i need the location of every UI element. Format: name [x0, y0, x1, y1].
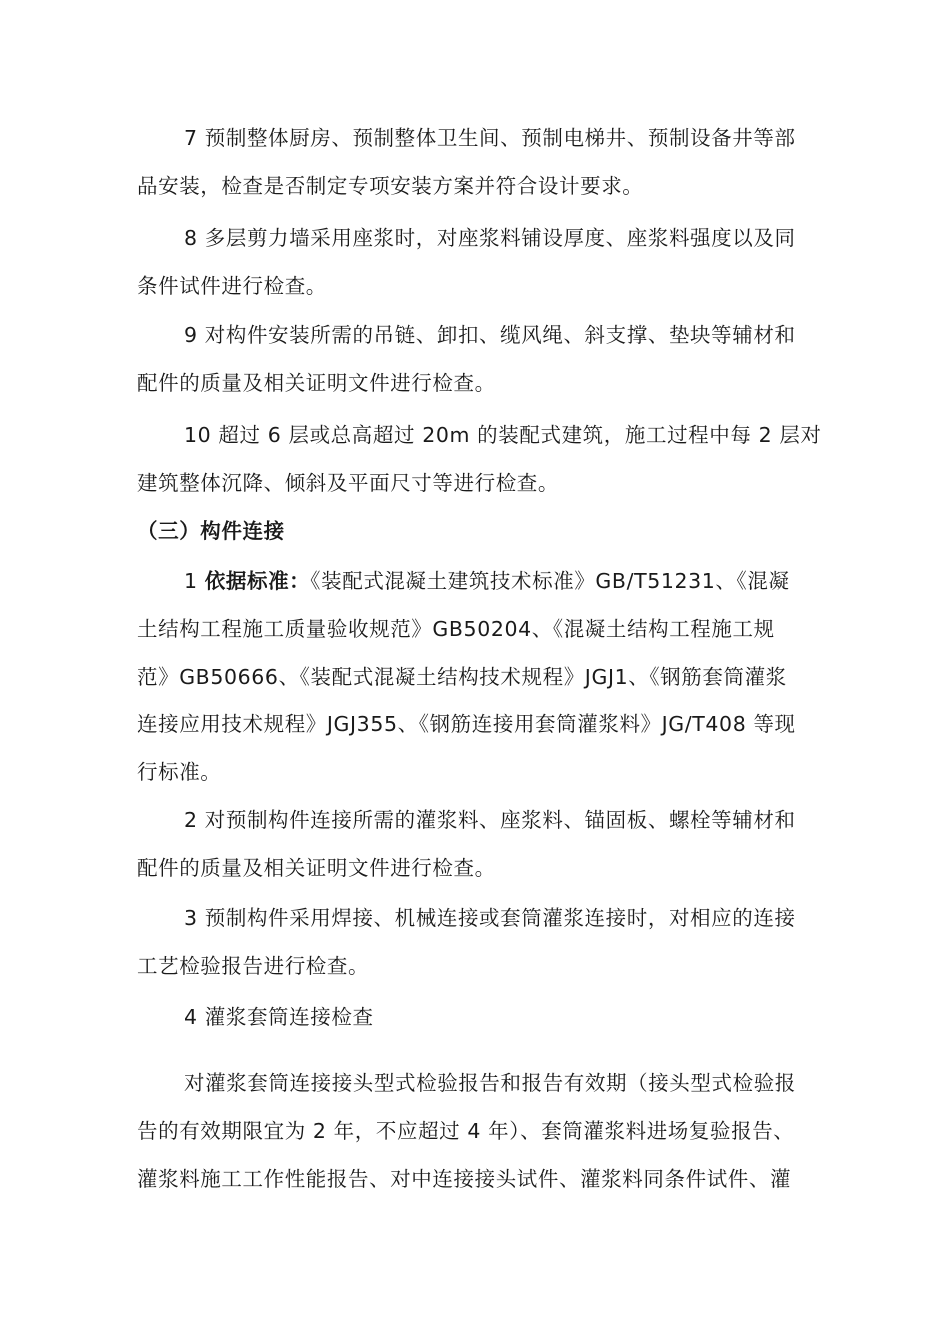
standards-line-1 — [184, 566, 790, 596]
standards-line-4: 连接应用技术规程》JGJ355、《钢筋连接用套筒灌浆料》JG/T408 等现 — [137, 712, 796, 736]
grout-paragraph-line-3: 灌浆料施工工作性能报告、对中连接接头试件、灌浆料同条件试件、灌 — [137, 1167, 792, 1191]
grout-paragraph-line-2: 告的有效期限宜为 2 年，不应超过 4 年）、套筒灌浆料进场复验报告、 — [137, 1119, 795, 1143]
section-heading: （三）构件连接 — [137, 519, 285, 543]
item-9-line-2: 配件的质量及相关证明文件进行检查。 — [137, 371, 496, 395]
standards-label: 依据标准： — [204, 569, 311, 593]
standards-line-5: 行标准。 — [137, 760, 222, 784]
item-10-line-2: 建筑整体沉降、倾斜及平面尺寸等进行检查。 — [137, 471, 559, 495]
standards-text-1: 《装配式混凝土建筑技术标准》GB/T51231、《混凝 — [310, 569, 790, 593]
conn-item-2-line-2: 配件的质量及相关证明文件进行检查。 — [137, 856, 496, 880]
item-7-line-2: 品安装，检查是否制定专项安装方案并符合设计要求。 — [137, 174, 644, 198]
item-8-line-1: 8 多层剪力墙采用座浆时，对座浆料铺设厚度、座浆料强度以及同 — [184, 226, 796, 250]
conn-item-4-line-1: 4 灌浆套筒连接检查 — [184, 1005, 374, 1029]
item-8-line-2: 条件试件进行检查。 — [137, 274, 327, 298]
standards-line-3: 范》GB50666、《装配式混凝土结构技术规程》JGJ1、《钢筋套筒灌浆 — [137, 665, 787, 689]
item-7-line-1: 7 预制整体厨房、预制整体卫生间、预制电梯井、预制设备井等部 — [184, 126, 796, 150]
standards-line-2: 土结构工程施工质量验收规范》GB50204、《混凝土结构工程施工规 — [137, 617, 775, 641]
standards-number: 1 — [184, 569, 205, 593]
conn-item-3-line-1: 3 预制构件采用焊接、机械连接或套筒灌浆连接时，对相应的连接 — [184, 906, 796, 930]
grout-paragraph-line-1: 对灌浆套筒连接接头型式检验报告和报告有效期（接头型式检验报 — [184, 1071, 796, 1095]
conn-item-2-line-1: 2 对预制构件连接所需的灌浆料、座浆料、锚固板、螺栓等辅材和 — [184, 808, 796, 832]
conn-item-3-line-2: 工艺检验报告进行检查。 — [137, 954, 370, 978]
item-9-line-1: 9 对构件安装所需的吊链、卸扣、缆风绳、斜支撑、垫块等辅材和 — [184, 323, 796, 347]
item-10-line-1: 10 超过 6 层或总高超过 20m 的装配式建筑，施工过程中每 2 层对 — [184, 423, 822, 447]
